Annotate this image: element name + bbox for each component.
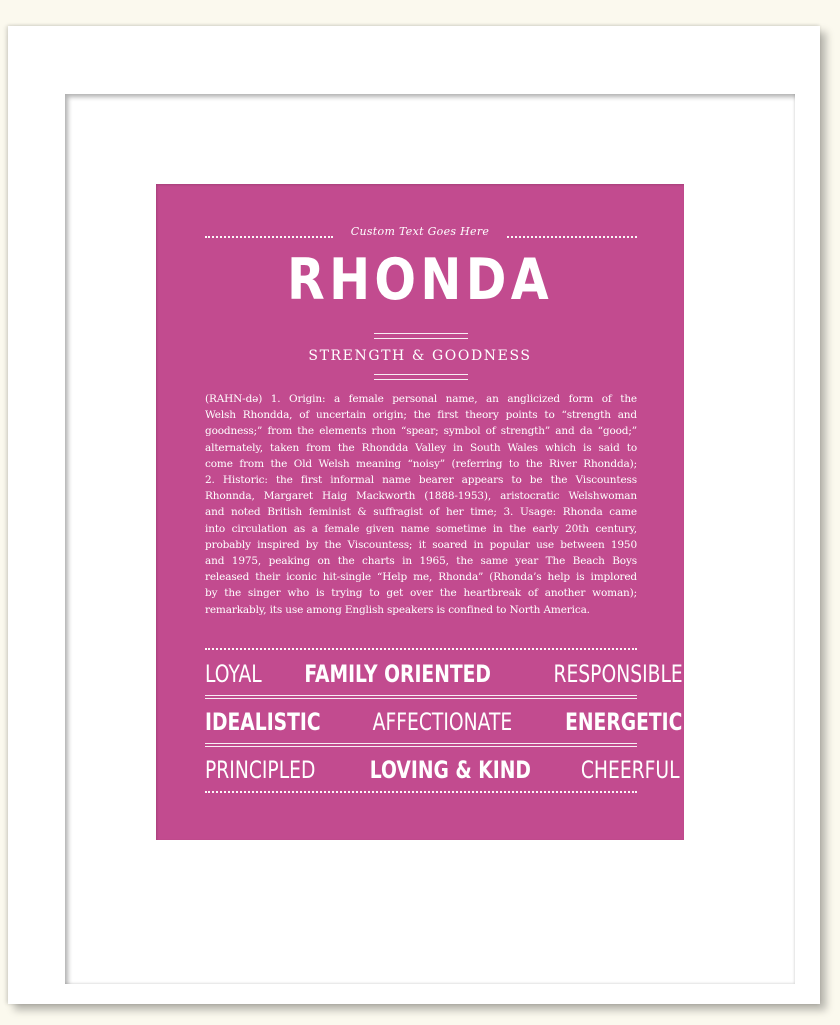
trait-divider-1 [205,695,637,696]
trait-word: FAMILY ORIENTED [304,660,491,688]
definition-line: goodness;” from the elements rhon “spear; symbol of strength” and da “good;” [205,425,637,438]
trait-divider-1b [205,698,637,699]
trait-word: AFFECTIONATE [372,708,513,736]
trait-divider-2b [205,746,637,747]
trait-word: LOVING & KIND [369,756,531,784]
trait-word: ENERGETIC [565,708,683,736]
trait-word: LOYAL [205,660,262,688]
definition-line: come from the Old Welsh meaning “noisy” (referring to the River Rhondda); [205,457,637,470]
trait-word: CHEERFUL [581,756,680,784]
name-title: RHONDA [287,247,553,313]
definition-line: (RAHN-də) 1. Origin: a female personal name, an anglicized form of the [205,393,637,405]
custom-text: Custom Text Goes Here [350,225,490,238]
name-meaning: STRENGTH & GOODNESS [308,348,532,364]
definition-line: alternately, taken from the Rhondda Valley in South Wales which is said to [205,441,637,454]
definition-line: released their iconic hit-single “Help me, Rhonda” (Rhonda’s help is implored [205,571,637,584]
definition-line: by the singer who is trying to get over the heartbreak of another woman); [205,587,637,600]
name-meaning-print [156,184,684,840]
trait-row-3 [205,750,680,790]
definition-line: Rhonnda, Margaret Haig Mackworth (1888-1953), aristocratic Welshwoman [205,490,637,503]
definition-line: into circulation as a female given name sometime in the early 20th century, [205,522,637,535]
dotted-rule-traits-bottom [205,791,637,793]
name-underline-2 [374,338,468,339]
trait-word: PRINCIPLED [205,756,316,784]
definition-line: probably inspired by the Viscountess; it soared in popular use between 1950 [205,538,637,551]
name-definition [205,391,637,618]
trait-row-2 [205,702,683,742]
trait-divider-2 [205,743,637,744]
definition-line: remarkably, its use among English speakers is confined to North America. [205,603,590,616]
trait-word: RESPONSIBLE [553,660,683,688]
definition-line: and noted British feminist & suffragist of her time; 3. Usage: Rhonda came [205,506,637,519]
name-underline-1 [374,333,468,334]
meaning-underline-2 [374,379,468,380]
trait-row-1 [205,654,683,694]
definition-line: Welsh Rhondda, of uncertain origin; the first theory points to “strength and [205,409,637,422]
dotted-rule-traits-top [205,648,637,650]
trait-word: IDEALISTIC [205,708,321,736]
definition-line: and 1975, peaking on the charts in 1965, the same year The Beach Boys [205,555,637,568]
definition-line: 2. Historic: the first informal name bearer appears to be the Viscountess [205,474,637,487]
meaning-underline-1 [374,374,468,375]
